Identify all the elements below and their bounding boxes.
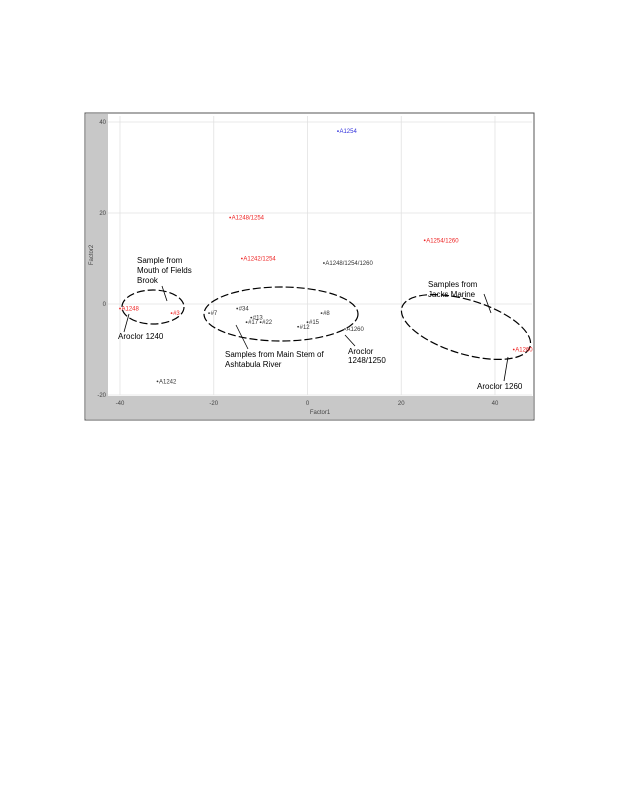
- data-point-label: #8: [323, 311, 330, 318]
- y-tick-label: -20: [97, 393, 106, 399]
- data-point-label: #3: [173, 311, 180, 318]
- annotation-jacks-marine: Samples from Jacks Marine: [428, 280, 478, 299]
- data-point: [246, 320, 259, 326]
- annotation-main-stem: Samples from Main Stem of Ashtabula River: [225, 350, 324, 369]
- data-point: [236, 307, 249, 313]
- data-point: [337, 129, 357, 135]
- data-point-label: A1248: [121, 306, 139, 313]
- data-point-label: A1254/1260: [426, 238, 459, 245]
- data-point-label: A1242: [159, 379, 177, 386]
- data-point: [297, 325, 310, 331]
- x-tick-label: -40: [115, 401, 125, 407]
- annotation-aroclor-1260: Aroclor 1260: [477, 382, 523, 391]
- data-point: [260, 320, 273, 326]
- data-point-label: A1254: [339, 129, 357, 136]
- data-point-label: #34: [238, 306, 249, 313]
- x-tick-label: 40: [491, 401, 499, 407]
- x-tick-label: -20: [209, 401, 219, 407]
- x-axis-label: Factor1: [309, 410, 331, 416]
- y-axis-label: Factor2: [89, 244, 95, 266]
- data-point-label: #13: [252, 315, 263, 322]
- data-point-label: A1260: [515, 347, 533, 354]
- data-point-label: #12: [299, 324, 310, 331]
- data-point: [208, 311, 218, 317]
- data-point-label: #17: [248, 320, 259, 327]
- x-tick-label: 0: [305, 401, 310, 407]
- annotation-aroclor-1240: Aroclor 1240: [118, 332, 164, 341]
- data-point-label: A1242/1254: [243, 256, 276, 263]
- data-point-label: #7: [210, 311, 218, 318]
- y-tick-label: 0: [102, 302, 106, 308]
- data-point: [321, 311, 331, 317]
- x-tick-label: 20: [397, 401, 405, 407]
- data-point: [513, 348, 533, 354]
- data-point: [171, 311, 181, 317]
- data-point: [424, 238, 459, 244]
- annotation-aroclor-1248-1250: Aroclor 1248/1250: [348, 347, 386, 365]
- data-point-label: A1260: [346, 327, 364, 334]
- data-point: [344, 327, 364, 333]
- data-point-label: A1248/1254/1260: [325, 261, 373, 268]
- data-point-label: A1248/1254: [231, 215, 265, 222]
- data-point: [323, 261, 373, 267]
- y-tick-label: 20: [99, 211, 106, 217]
- data-point: [157, 379, 177, 385]
- annotation-fields-brook: Sample from Mouth of Fields Brook: [137, 256, 192, 285]
- data-point: [119, 307, 139, 313]
- data-point-label: #15: [309, 320, 320, 327]
- data-point: [241, 257, 276, 263]
- data-point: [229, 216, 264, 222]
- y-tick-label: 40: [99, 120, 106, 126]
- data-point-label: #22: [262, 320, 273, 327]
